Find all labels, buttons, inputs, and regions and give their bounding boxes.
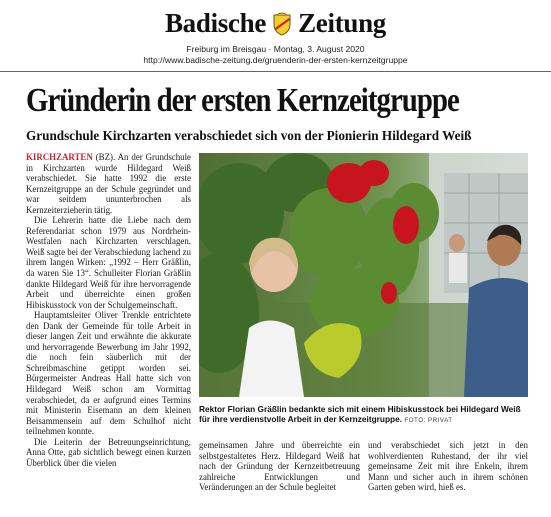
article-photo <box>199 153 528 397</box>
coat-of-arms-icon <box>271 11 293 36</box>
caption-text: Rektor Florian Gräßlin bedankte sich mit einem Hibiskusstock bei Hildegard Weiß für ihre verdienstvolle Arbeit in der Kernzeitgruppe. <box>199 404 521 425</box>
body-paragraph-4: Die Leiterin der Betreuungseinrichtung, Anna Otte, gab sichtlich bewegt einen kurzen Überblick über die vielen <box>26 436 191 468</box>
photo-credit: FOTO: PRIVAT <box>404 417 453 425</box>
body-paragraph-2: Die Lehrerin hatte die Liebe nach dem Referendariat schon 1979 aus Nordrhein-Westfalen nach Kirchzarten verschlagen. Weiß sagte bei der Verabschiedung lachend zu ihrem langen Wirken: „1992 – Herr Gräßlin, da waren Sie 13“. Schulleiter Florian Gräßlin dankte Hildegard Weiß für ihre hervorragende Arbeit und überreichte einen großen Hibiskusstock von der Schulgemeinschaft. <box>26 215 191 310</box>
article-column-1 <box>26 152 191 468</box>
photo-caption <box>199 404 528 427</box>
logo-text-right: Zeitung <box>298 8 387 38</box>
lead-paragraph <box>26 152 191 215</box>
column-3-text: und verabschiedet sich jetzt in den wohlverdienten Ruhestand, der ihr viel gemeinsame Zeit mit ihre Enkeln, ihrem Mann und sicher auch in ihrem schönen Garten geben wird, hieß es. <box>368 440 528 493</box>
dateline: KIRCHZARTEN <box>26 152 93 162</box>
column-2-text: gemeinsamen Jahre und überreichte ein selbstgestaltetes Herz. Hildegard Weiß hat nach der Gründung der Kernzeitbetreuung zahlreiche Entwicklungen und Veränderungen an der Schule begleitet <box>199 440 360 493</box>
article-headline: Gründerin der ersten Kernzeitgruppe <box>26 82 459 119</box>
lead-text: An der Grundschule in Kirchzarten wurde Hildegard Weiß verabschiedet. Sie hatte 1992 die erste Kernzeitgruppe an der Schule gegründet und war seitdem ununterbrochen als Kernzeiterzieherin tätig. <box>26 152 191 215</box>
photo-illustration <box>199 153 528 397</box>
article-column-3 <box>368 440 528 493</box>
article-url[interactable]: http://www.badische-zeitung.de/gruenderin-der-ersten-kernzeitgruppe <box>143 55 408 65</box>
body-paragraph-3: Hauptamtsleiter Oliver Trenkle entrichtete den Dank der Gemeinde für tolle Arbeit in dieser langen Zeit und erwähnte die akkurate und hervorragende Bewerbung im Jahr 1992, die noch fein säuberlich mit der Schreibmaschine getippt worden sei. Bürgermeister Andreas Hall hatte sich von Hildegard Weiß schon am Vormittag verabschiedet, da er aufgrund eines Termins mit Ministerin Eisemann an dem kleinen Beisammensein auf dem Schulhof nicht teilnehmen konnte. <box>26 310 191 437</box>
logo-text-left: Badische <box>164 8 267 38</box>
article-subheadline: Grundschule Kirchzarten verabschiedet sich von der Pionierin Hildegard Weiß <box>26 128 472 143</box>
article-column-2 <box>199 440 360 493</box>
header-divider <box>0 71 551 72</box>
dateline-source: (BZ). <box>92 152 116 162</box>
masthead-meta <box>0 44 551 66</box>
newspaper-logo[interactable] <box>165 8 386 39</box>
edition-line: Freiburg im Breisgau · Montag, 3. August 2020 <box>186 44 365 54</box>
masthead <box>0 8 551 39</box>
